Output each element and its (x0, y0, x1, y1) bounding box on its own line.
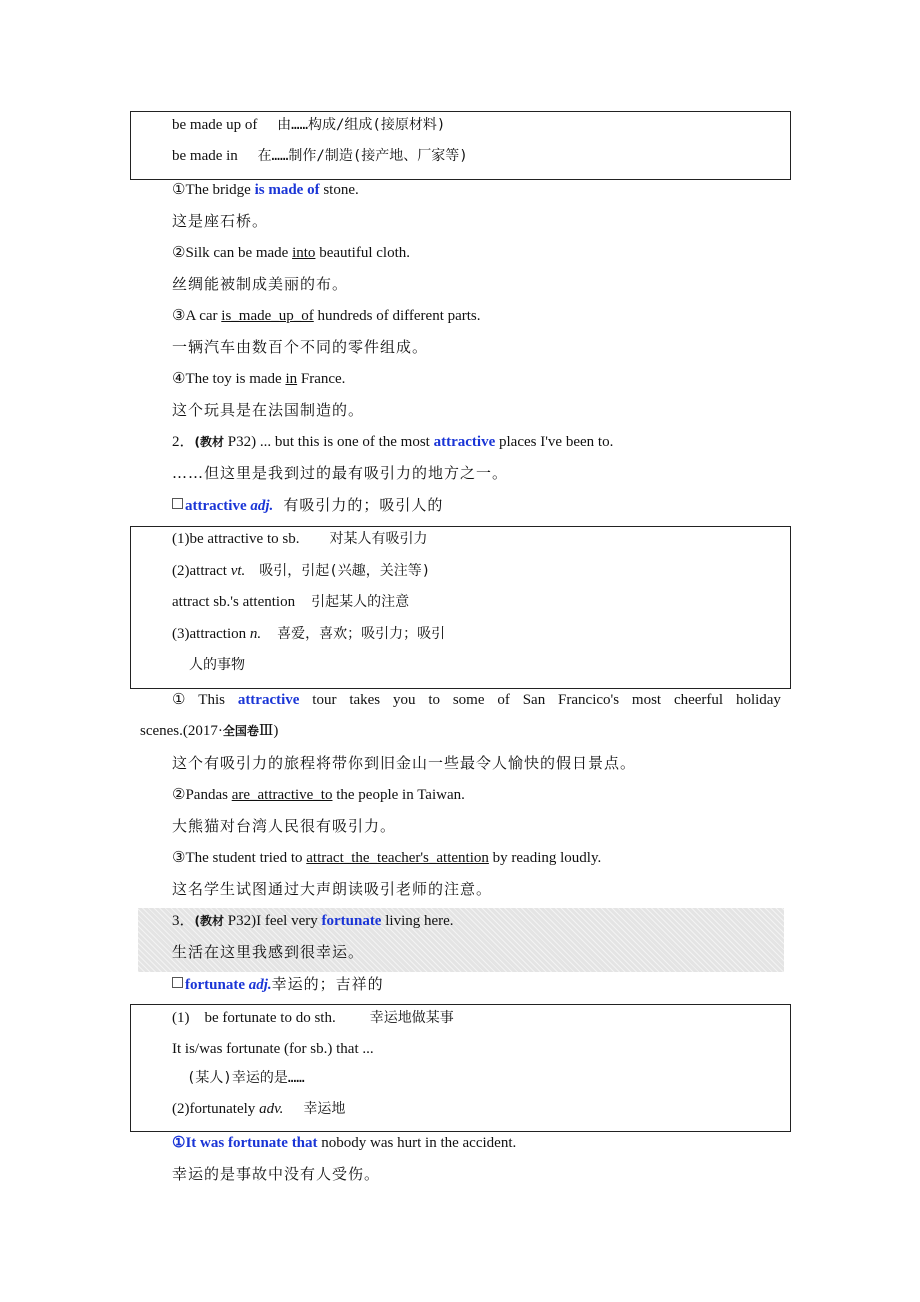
phrase-en: (2)fortunately (172, 1101, 260, 1117)
headword-meaning: 幸运的；吉祥的 (271, 975, 384, 993)
word: Francico's (558, 692, 620, 708)
box1-row2 (172, 146, 468, 166)
translation: ……但这里是我到过的最有吸引力的地方之一。 (172, 464, 509, 482)
keyword: It was fortunate that (185, 1135, 318, 1151)
box2-row1 (172, 529, 427, 549)
sentence-text: stone. (319, 182, 359, 198)
source-label: (教材 (194, 914, 225, 928)
sentence-text: Silk can be made (185, 245, 293, 261)
item-number: 2． (172, 434, 195, 450)
bullet-icon (172, 498, 183, 509)
sentence-text: P32) ... but this is one of the most (224, 434, 434, 450)
example-number: ④ (172, 371, 186, 387)
example-number: ① (172, 1135, 186, 1151)
box2-row4 (172, 624, 445, 644)
translation: 丝绸能被制成美丽的布。 (172, 275, 349, 293)
phrase-cn: 引起某人的注意 (311, 594, 410, 610)
box3-row4 (172, 1099, 345, 1119)
phrase-cn: 喜爱，喜欢；吸引力；吸引 (277, 626, 446, 642)
word: San (522, 692, 546, 708)
sentence-text: Pandas (185, 787, 232, 803)
box3-row1 (172, 1008, 454, 1028)
word: most (631, 692, 662, 708)
keyword: attractive (237, 692, 300, 708)
textbook-sentence (172, 911, 454, 931)
keyword: is made of (254, 182, 320, 198)
item-number: 3． (172, 913, 195, 929)
phrase-en: (1)be attractive to sb. (172, 531, 300, 547)
sentence-text: living here. (381, 913, 454, 929)
sentence-text: nobody was hurt in the accident. (317, 1135, 517, 1151)
word: of (497, 692, 510, 708)
box3-row2 (172, 1039, 374, 1059)
translation: 这个有吸引力的旅程将带你到旧金山一些最令人愉快的假日景点。 (172, 754, 637, 772)
sentence-text: The bridge (185, 182, 255, 198)
word: This (198, 692, 225, 708)
phrase-cn: 对某人有吸引力 (329, 531, 428, 547)
example-number: ② (172, 245, 186, 261)
sentence-text: places I've been to. (495, 434, 614, 450)
word: to (428, 692, 440, 708)
phrase-en: (2)attract (172, 563, 231, 579)
translation: 这个玩具是在法国制造的。 (172, 401, 365, 419)
box3-row3: (某人)幸运的是…… (187, 1070, 305, 1086)
source-label: 全国卷 (222, 724, 259, 738)
translation: 大熊猫对台湾人民很有吸引力。 (172, 817, 397, 835)
headword: attractive (185, 498, 251, 514)
word: you (392, 692, 416, 708)
box2-row2 (172, 561, 430, 581)
example-sentence (172, 306, 481, 326)
fill-in-answer: are_attractive_to (231, 787, 333, 803)
example-sentence-cont (140, 721, 278, 741)
textbook-sentence (172, 432, 613, 452)
keyword: attractive (433, 434, 496, 450)
phrase-cn: 由……构成/组成(接原材料) (277, 117, 446, 133)
box1-row1 (172, 115, 445, 135)
sentence-text: the people in Taiwan. (332, 787, 465, 803)
source-label: (教材 (194, 435, 225, 449)
example-sentence (172, 848, 601, 868)
word: cheerful (673, 692, 724, 708)
headword: fortunate (185, 977, 249, 993)
word-heading (172, 495, 443, 516)
sentence-text: hundreds of different parts. (313, 308, 481, 324)
phrase-en: attract sb.'s attention (172, 594, 296, 610)
phrase-en: (3)attraction (172, 626, 250, 642)
sentence-text: P32)I feel very (224, 913, 322, 929)
part-of-speech: vt. (230, 563, 246, 579)
example-sentence (172, 369, 345, 389)
fill-in-answer: in (285, 371, 298, 387)
bullet-icon (172, 977, 183, 988)
keyword: fortunate (321, 913, 382, 929)
sentence-text: The student tried to (185, 850, 307, 866)
phrase-en: be made in (172, 148, 238, 164)
sentence-text: France. (297, 371, 346, 387)
phrase-cn: 在……制作/制造(接产地、厂家等) (257, 148, 468, 164)
box2-row3 (172, 592, 409, 612)
sentence-text: The toy is made (185, 371, 286, 387)
fill-in-answer: into (292, 245, 316, 261)
part-of-speech: adj. (250, 498, 274, 514)
translation: 这是座石桥。 (172, 212, 269, 230)
word: holiday (735, 692, 781, 708)
word: takes (349, 692, 381, 708)
sentence-text: Ⅲ) (258, 723, 279, 739)
part-of-speech: adv. (259, 1101, 284, 1117)
phrase-en: It is/was fortunate (for sb.) that ... (172, 1041, 374, 1057)
word: some (452, 692, 485, 708)
example-sentence (172, 180, 359, 200)
fill-in-answer: is_made_up_of (221, 308, 314, 324)
translation: 一辆汽车由数百个不同的零件组成。 (172, 338, 429, 356)
example-sentence (172, 1133, 516, 1153)
phrase-en: (1) be fortunate to do sth. (172, 1010, 336, 1026)
word: tour (312, 692, 337, 708)
translation: 生活在这里我感到很幸运。 (172, 943, 365, 961)
fill-in-answer: attract_the_teacher's_attention (306, 850, 489, 866)
example-number: ③ (172, 850, 186, 866)
part-of-speech: adj. (248, 977, 272, 993)
sentence-text: A car (185, 308, 222, 324)
sentence-text: scenes.(2017· (140, 723, 223, 739)
sentence-text: beautiful cloth. (315, 245, 410, 261)
phrase-cn: 吸引，引起(兴趣，关注等) (259, 563, 431, 579)
word-heading (172, 974, 384, 995)
phrase-en: be made up of (172, 117, 258, 133)
example-number: ② (172, 787, 186, 803)
phrase-cn: 幸运地 (303, 1101, 346, 1117)
box2-row5: 人的事物 (189, 657, 245, 673)
sentence-text: by reading loudly. (488, 850, 602, 866)
part-of-speech: n. (249, 626, 262, 642)
example-sentence (172, 243, 410, 263)
translation: 幸运的是事故中没有人受伤。 (172, 1165, 381, 1183)
example-number: ③ (172, 308, 186, 324)
example-sentence (172, 785, 465, 805)
example-number: ① (172, 692, 186, 708)
example-sentence-justified (172, 690, 781, 710)
phrase-cn: 幸运地做某事 (369, 1010, 454, 1026)
example-number: ① (172, 182, 186, 198)
headword-meaning: 有吸引力的；吸引人的 (283, 496, 444, 514)
translation: 这名学生试图通过大声朗读吸引老师的注意。 (172, 880, 493, 898)
